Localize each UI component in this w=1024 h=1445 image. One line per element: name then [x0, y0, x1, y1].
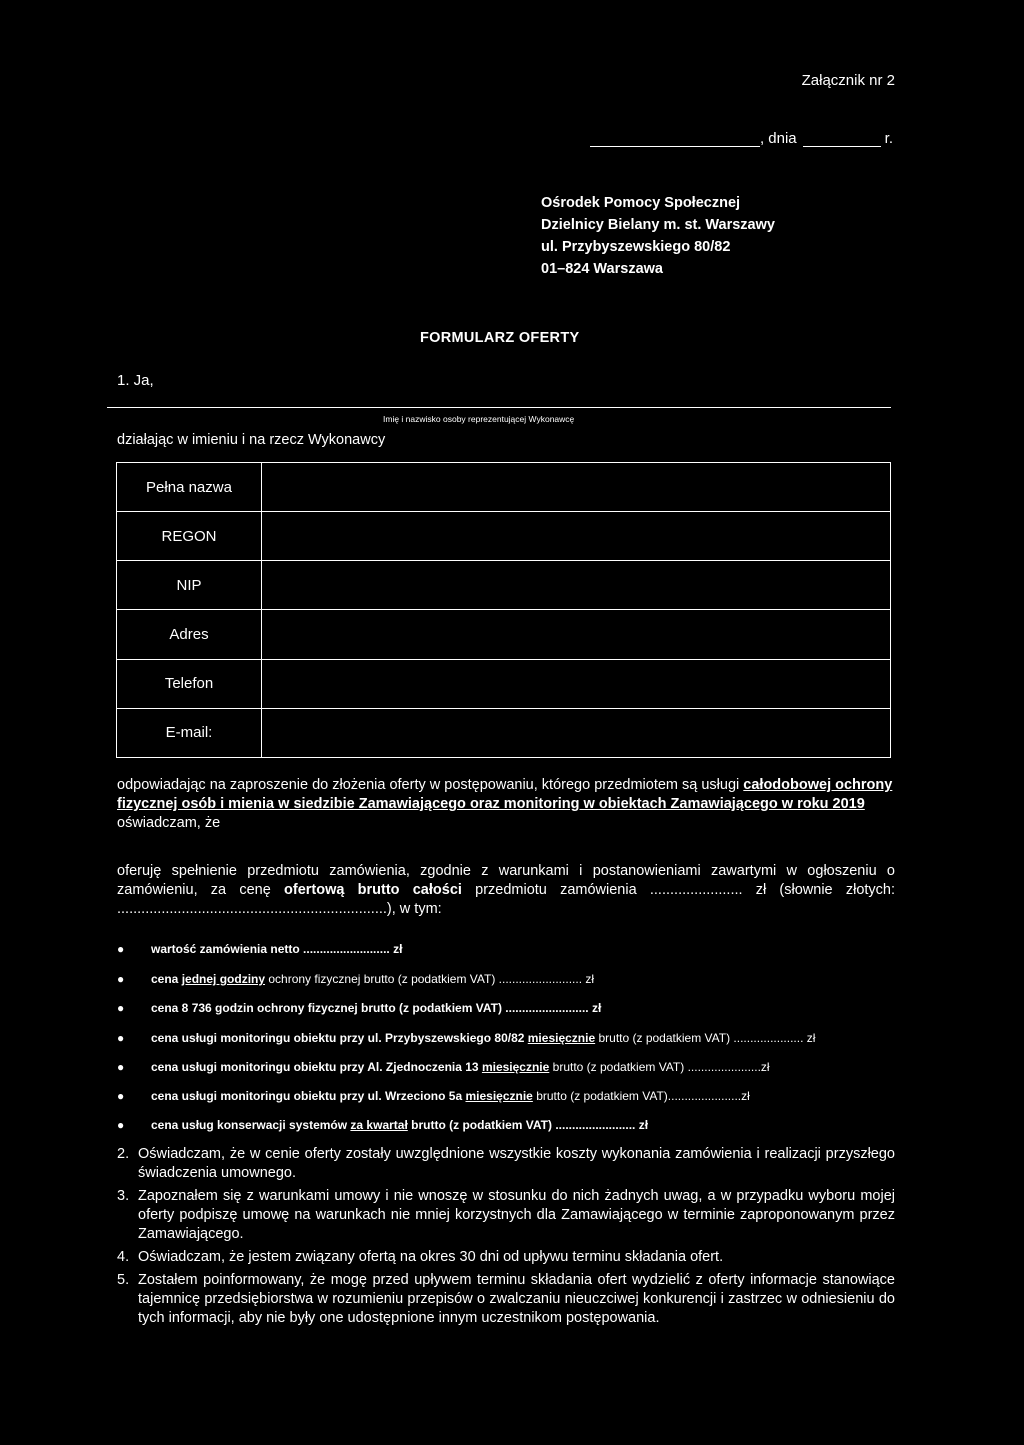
place-blank[interactable] [590, 130, 760, 147]
form-title: FORMULARZ OFERTY [420, 330, 580, 346]
numbered-item: 4. Oświadczam, że jestem związany ofertą na okres 30 dni od upływu terminu składania ofert. [117, 1249, 724, 1265]
field-label: Pełna nazwa [117, 463, 262, 512]
table-row [117, 463, 891, 512]
offer-bold: ofertową brutto całości [284, 882, 462, 898]
place-date-line [590, 130, 893, 147]
bullet-icon: ● [117, 972, 125, 986]
item1-intro: 1. Ja, [117, 372, 154, 389]
date-separator: , dnia [759, 130, 797, 147]
offer-part2: przedmiotu zamówienia ....................... zł (słownie złotych: ...................................................................), w tym: [117, 882, 895, 917]
field-value[interactable] [262, 512, 891, 561]
numbered-item: 5. Zostałem poinformowany, że mogę przed upływem terminu składania ofert wydzielić z oferty informacje stanowiące tajemnicę przedsiębiorstwa w rozumieniu przepisów o zwalczaniu nieuczciwej konkurencji i zastrzec w odniesieniu do tych informacji, aby nie były one udostępnione innym uczestnikom postępowania. [117, 1272, 895, 1326]
field-value[interactable] [262, 659, 891, 708]
table-row [117, 610, 891, 659]
field-label: REGON [117, 512, 262, 561]
offer-paragraph [117, 862, 895, 919]
intro-after: oświadczam, że [117, 815, 221, 831]
recipient-address [541, 192, 775, 280]
representative-name-line[interactable] [107, 407, 891, 408]
recipient-line: Ośrodek Pomocy Społecznej [541, 195, 741, 211]
acting-on-behalf-text: działając w imieniu i na rzecz Wykonawcy [117, 432, 386, 448]
table-row [117, 659, 891, 708]
intro-before: odpowiadając na zaproszenie do złożenia oferty w postępowaniu, którego przedmiotem są usługi [117, 777, 744, 793]
recipient-line: 01–824 Warszawa [541, 261, 663, 277]
field-value[interactable] [262, 561, 891, 610]
field-label: E-mail: [117, 708, 262, 757]
tender-subject: całodobowej ochrony fizycznej osób i mienia w siedzibie Zamawiającego oraz monitoring w obiektach Zamawiającego w roku 2019 [117, 777, 893, 812]
annex-label: Załącznik nr 2 [801, 72, 895, 89]
bullet-icon: ● [117, 1089, 125, 1103]
table-row [117, 708, 891, 757]
bullet-icon: ● [117, 1118, 125, 1132]
table-row [117, 561, 891, 610]
field-label: Adres [117, 610, 262, 659]
recipient-line: ul. Przybyszewskiego 80/82 [541, 239, 731, 255]
year-suffix: r. [884, 130, 893, 147]
contractor-details-table [116, 462, 891, 758]
intro-paragraph [117, 776, 895, 833]
numbered-item: 3. Zapoznałem się z warunkami umowy i nie wnoszę w stosunku do nich żadnych uwag, a w przypadku wyboru mojej oferty podpiszę umowę na warunkach nie mniej korzystnych dla Zamawiającego w terminie zaproponowanym przez Zamawiającego. [117, 1188, 895, 1242]
field-label: Telefon [117, 659, 262, 708]
field-label: NIP [117, 561, 262, 610]
bullet-icon: ● [117, 1060, 125, 1074]
numbered-item: 2. Oświadczam, że w cenie oferty zostały uwzględnione wszystkie koszty wykonania zamówienia i realizacji przyszłego świadczenia umownego. [117, 1146, 895, 1181]
recipient-line: Dzielnicy Bielany m. st. Warszawy [541, 217, 775, 233]
offer-part1: oferuję spełnienie przedmiotu zamówienia, zgodnie z warunkami i postanowieniami zawartymi w ogłoszeniu o zamówieniu, za cenę [117, 863, 895, 898]
field-value[interactable] [262, 463, 891, 512]
field-value[interactable] [262, 610, 891, 659]
date-blank[interactable] [803, 130, 881, 147]
bullet-icon: ● [117, 1031, 125, 1045]
field-value[interactable] [262, 708, 891, 757]
representative-name-caption: Imię i nazwisko osoby reprezentującej Wykonawcę [383, 414, 575, 424]
bullet-icon: ● [117, 1001, 125, 1015]
table-row [117, 512, 891, 561]
bullet-icon: ● [117, 942, 125, 956]
